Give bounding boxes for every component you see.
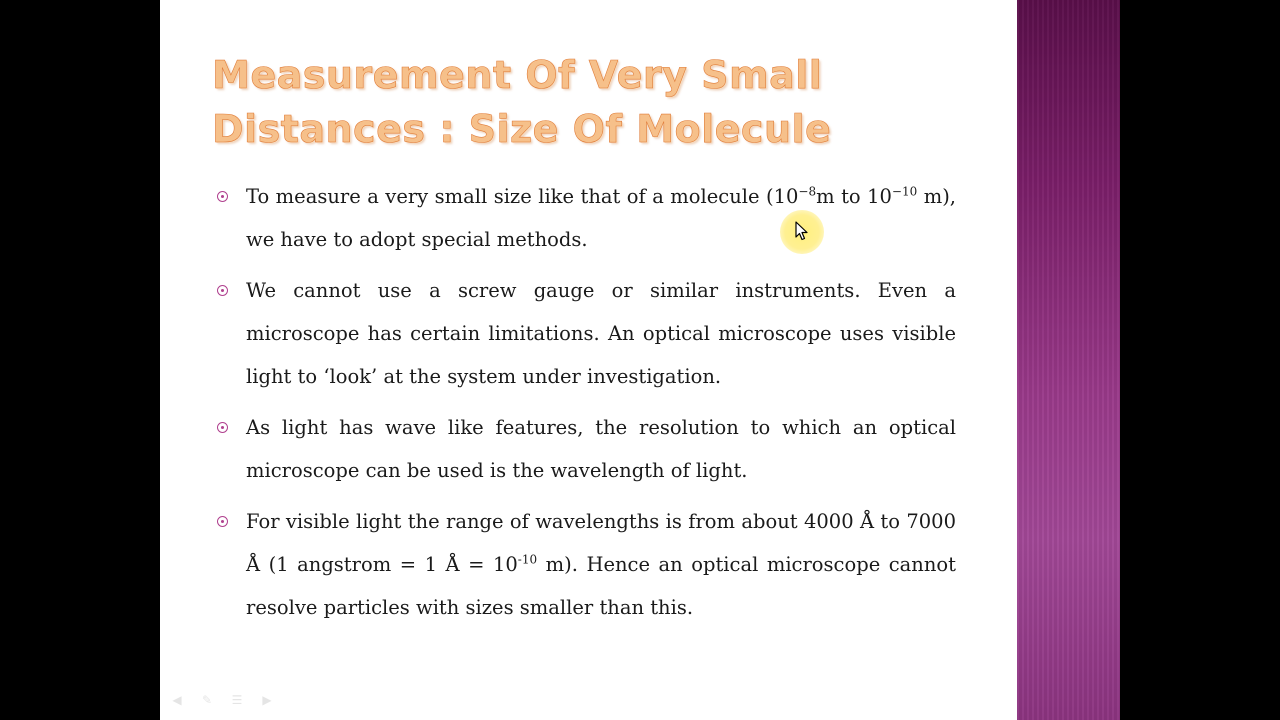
pen-icon[interactable]: ✎ xyxy=(201,693,213,707)
bullet-text-part: m). Hence an optical microscope cannot resolve particles with sizes smaller than this. xyxy=(246,553,956,619)
bullet-text: As light has wave like features, the resolution to which an optical microscope can be used is the wavelength of light. xyxy=(246,416,956,482)
bullet-text-part: To measure a very small size like that of a molecule (10 xyxy=(246,185,799,208)
bullet-text: We cannot use a screw gauge or similar instruments. Even a microscope has certain limitations. An optical microscope uses visible light to ‘look’ at the system under investigation. xyxy=(246,279,956,388)
previous-slide-icon[interactable]: ◀ xyxy=(172,693,182,707)
superscript-exponent: −8 xyxy=(798,184,817,199)
mouse-pointer xyxy=(780,210,824,254)
slide-title-line-1: Measurement Of Very Small xyxy=(212,53,823,97)
bullet-text-part: For visible light the range of wavelengths is from about 4000 Å to 7000 Å (1 angstrom = 1 Å = 10 xyxy=(246,510,956,576)
slideshow-nav-controls xyxy=(168,692,276,708)
circle-dot-icon xyxy=(217,422,228,433)
next-slide-icon[interactable]: ▶ xyxy=(262,693,272,707)
bullet-text-part: m), we have to adopt special methods. xyxy=(246,185,956,251)
bullet-item-molecule-size xyxy=(214,175,956,261)
menu-icon[interactable]: ☰ xyxy=(231,693,243,707)
superscript-exponent: -10 xyxy=(517,552,538,567)
superscript-exponent: −10 xyxy=(891,184,918,199)
circle-dot-icon xyxy=(217,516,228,527)
presentation-slide xyxy=(160,0,1120,720)
decorative-side-band xyxy=(1017,0,1120,720)
bullet-item-instruments xyxy=(214,269,956,398)
mouse-pointer-icon xyxy=(795,221,808,241)
side-band-texture xyxy=(1017,0,1120,720)
slide-title-line-2: Distances : Size Of Molecule xyxy=(212,107,832,151)
bullet-item-wavelength-range xyxy=(214,500,956,629)
circle-dot-icon xyxy=(217,191,228,202)
bullet-text-part: m to 10 xyxy=(816,185,892,208)
bullet-list xyxy=(214,175,956,637)
bullet-item-resolution xyxy=(214,406,956,492)
circle-dot-icon xyxy=(217,285,228,296)
slide-title xyxy=(212,48,912,156)
